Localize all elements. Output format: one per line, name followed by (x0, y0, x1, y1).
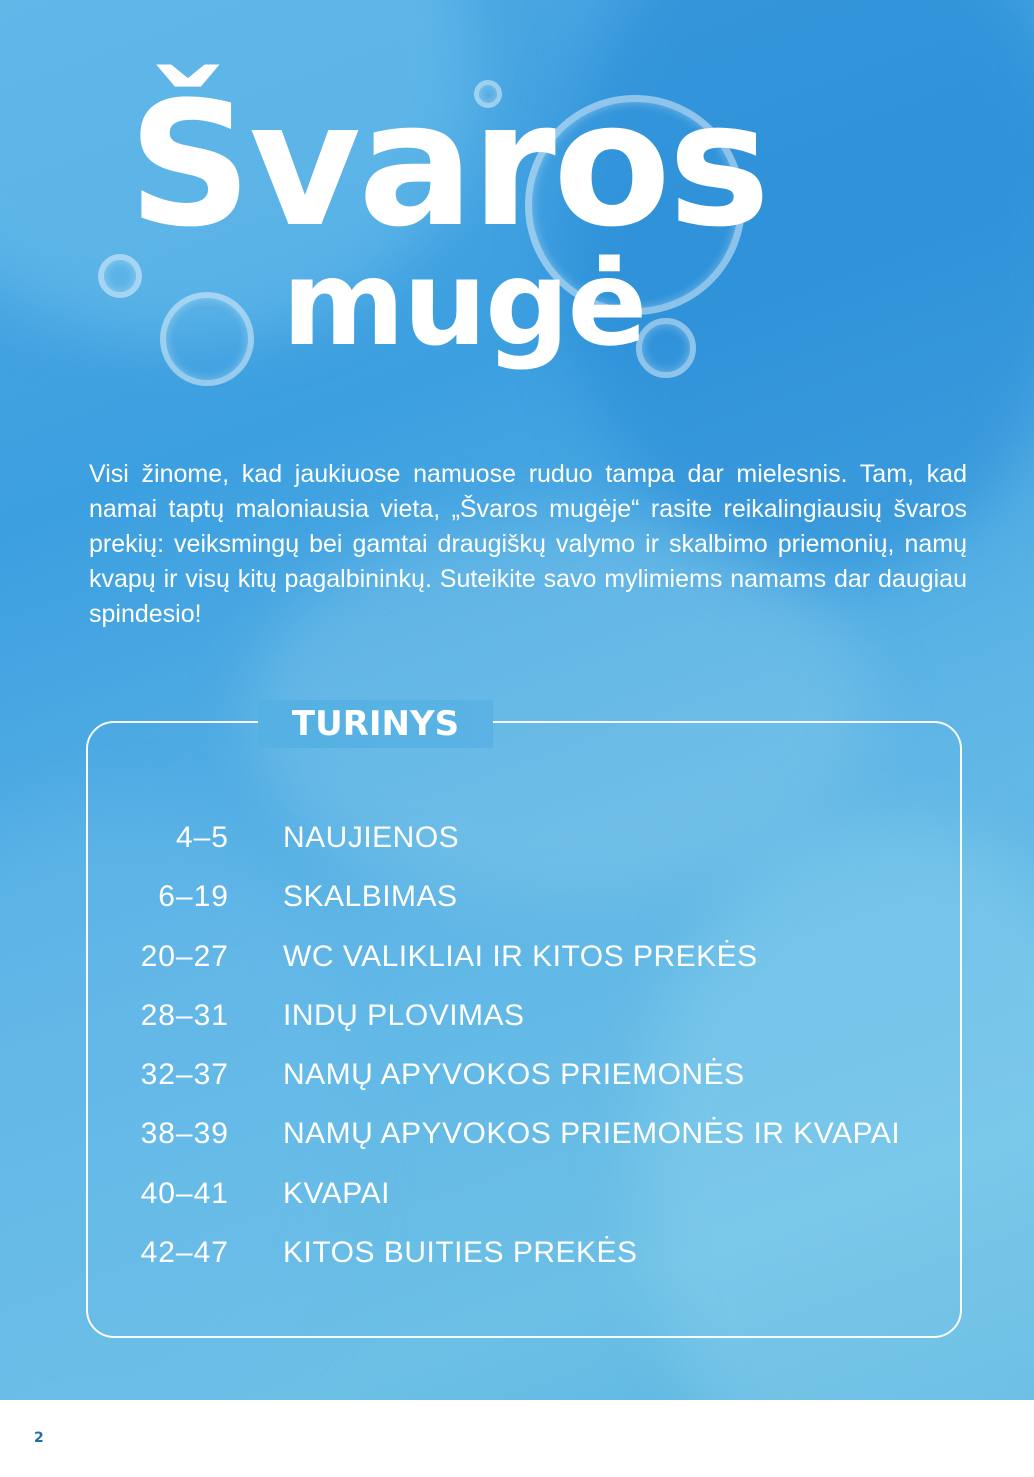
toc-item-label: NAUJIENOS (283, 821, 460, 854)
toc-item-label: INDŲ PLOVIMAS (283, 998, 525, 1032)
toc-item-label: NAMŲ APYVOKOS PRIEMONĖS IR KVAPAI (283, 1117, 901, 1151)
toc-item-label: SKALBIMAS (283, 880, 458, 914)
toc-item[interactable] (86, 927, 962, 986)
toc-item-pages: 42–47 (140, 1236, 229, 1270)
page-number: 2 (34, 1430, 44, 1446)
toc-item-pages: 38–39 (140, 1117, 229, 1151)
toc-item[interactable] (86, 1045, 962, 1104)
toc-item-pages: 4–5 (175, 821, 229, 854)
table-of-contents-heading: TURINYS (258, 700, 493, 748)
toc-item-pages: 28–31 (140, 998, 229, 1032)
toc-item-label: KVAPAI (283, 1176, 390, 1210)
toc-item-pages: 6–19 (158, 880, 229, 914)
toc-item-pages: 40–41 (140, 1176, 229, 1210)
toc-item-label: WC VALIKLIAI IR KITOS PREKĖS (283, 939, 758, 973)
toc-item-pages: 32–37 (140, 1058, 229, 1092)
toc-item[interactable] (86, 986, 962, 1045)
title-line-2: mugė (282, 234, 646, 372)
page-title (0, 0, 1034, 420)
intro-paragraph: Visi žinome, kad jaukiuose namuose ruduo tampa dar mielesnis. Tam, kad namai taptų maloniausia vieta, „Švaros mugėje“ rasite reikalingiausių švaros prekių: veiksmingų bei gamtai draugiškų valymo ir skalbimo priemonių, namų kvapų ir visų kitų pagalbininkų. Suteikite savo mylimiems namams dar daugiau spindesio! (89, 460, 967, 628)
toc-item[interactable] (86, 1164, 962, 1223)
toc-item-pages: 20–27 (140, 939, 229, 973)
toc-item[interactable] (86, 867, 962, 926)
toc-item[interactable] (86, 1104, 962, 1163)
toc-item-label: KITOS BUITIES PREKĖS (283, 1236, 638, 1270)
title-line-1: Švaros (128, 64, 768, 265)
toc-item[interactable] (86, 808, 962, 867)
toc-item-label: NAMŲ APYVOKOS PRIEMONĖS (283, 1058, 745, 1092)
toc-item[interactable] (86, 1223, 962, 1282)
table-of-contents-list (86, 808, 962, 1282)
